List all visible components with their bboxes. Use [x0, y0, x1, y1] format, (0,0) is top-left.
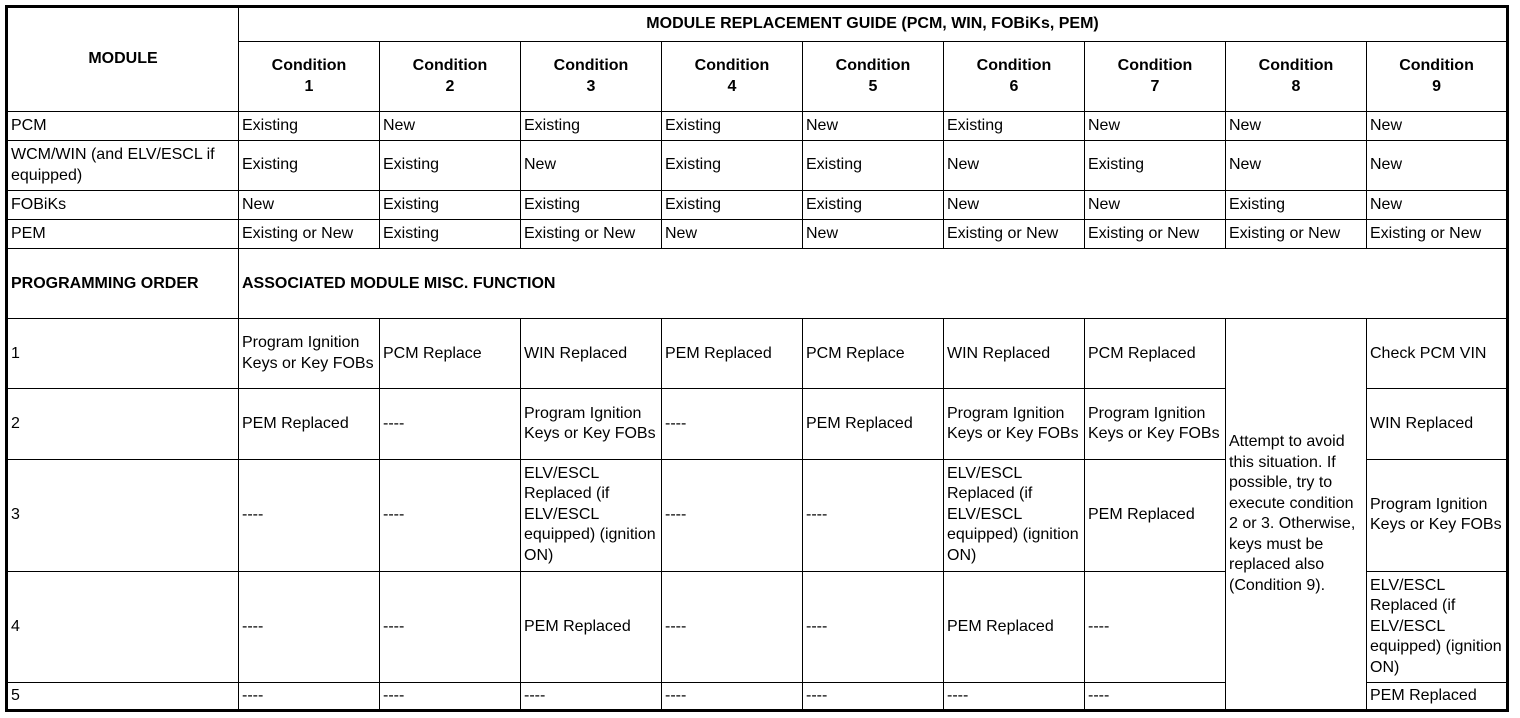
table-cell: Existing: [380, 191, 521, 220]
condition-header-2: Condition 2: [380, 42, 521, 112]
table-cell: PEM Replaced: [944, 571, 1085, 682]
table-cell: WIN Replaced: [944, 319, 1085, 389]
table-cell: Existing: [521, 112, 662, 141]
table-cell: ----: [380, 571, 521, 682]
module-row-wcm-win: [7, 141, 1508, 191]
table-cell: Existing: [662, 191, 803, 220]
row-label: 5: [7, 682, 239, 710]
condition-header-5: Condition 5: [803, 42, 944, 112]
table-cell: New: [803, 112, 944, 141]
table-cell: New: [521, 141, 662, 191]
module-row-pcm: [7, 112, 1508, 141]
table-cell: ----: [239, 459, 380, 571]
table-cell: New: [1085, 112, 1226, 141]
table-cell: ELV/ESCL Replaced (if ELV/ESCL equipped) (ignition ON): [944, 459, 1085, 571]
table-cell: New: [1367, 141, 1508, 191]
table-cell: PEM Replaced: [239, 389, 380, 459]
condition-8-note: Attempt to avoid this situation. If possible, try to execute condition 2 or 3. Otherwise, keys must be replaced also (Condition 9).: [1226, 319, 1367, 711]
table-cell: PCM Replace: [380, 319, 521, 389]
table-cell: Program Ignition Keys or Key FOBs: [1085, 389, 1226, 459]
table-cell: Existing or New: [1085, 220, 1226, 249]
table-cell: Existing: [662, 112, 803, 141]
table-cell: ----: [380, 682, 521, 710]
table-cell: ----: [239, 571, 380, 682]
table-cell: Existing: [521, 191, 662, 220]
table-cell: ----: [662, 389, 803, 459]
table-cell: WIN Replaced: [1367, 389, 1508, 459]
table-cell: PEM Replaced: [803, 389, 944, 459]
condition-header-9: Condition 9: [1367, 42, 1508, 112]
table-cell: ----: [662, 459, 803, 571]
function-title: ASSOCIATED MODULE MISC. FUNCTION: [239, 249, 1508, 319]
table-cell: Existing or New: [944, 220, 1085, 249]
table-cell: PEM Replaced: [662, 319, 803, 389]
table-cell: New: [944, 141, 1085, 191]
order-row-1: [7, 319, 1508, 389]
table-cell: ----: [662, 682, 803, 710]
table-cell: ----: [803, 682, 944, 710]
condition-header-4: Condition 4: [662, 42, 803, 112]
table-cell: Existing: [1226, 191, 1367, 220]
row-label: FOBiKs: [7, 191, 239, 220]
table-cell: Existing: [944, 112, 1085, 141]
table-cell: Existing: [239, 141, 380, 191]
programming-order-header-row: [7, 249, 1508, 319]
table-cell: Existing: [803, 141, 944, 191]
table-cell: Existing or New: [521, 220, 662, 249]
condition-header-6: Condition 6: [944, 42, 1085, 112]
table-cell: ----: [239, 682, 380, 710]
table-cell: ELV/ESCL Replaced (if ELV/ESCL equipped) (ignition ON): [1367, 571, 1508, 682]
row-label: PCM: [7, 112, 239, 141]
table-title: MODULE REPLACEMENT GUIDE (PCM, WIN, FOBiKs, PEM): [239, 7, 1508, 42]
module-row-fobiks: [7, 191, 1508, 220]
row-label: WCM/WIN (and ELV/ESCL if equipped): [7, 141, 239, 191]
table-cell: ----: [380, 459, 521, 571]
table-cell: Existing: [380, 141, 521, 191]
condition-header-1: Condition 1: [239, 42, 380, 112]
table-cell: WIN Replaced: [521, 319, 662, 389]
table-cell: Program Ignition Keys or Key FOBs: [521, 389, 662, 459]
table-cell: ----: [1085, 682, 1226, 710]
condition-header-8: Condition 8: [1226, 42, 1367, 112]
table-cell: Existing: [1085, 141, 1226, 191]
table-cell: Existing or New: [239, 220, 380, 249]
table-cell: New: [380, 112, 521, 141]
table-cell: New: [1367, 191, 1508, 220]
module-row-pem: [7, 220, 1508, 249]
table-cell: New: [239, 191, 380, 220]
table-cell: ----: [803, 571, 944, 682]
table-cell: New: [1367, 112, 1508, 141]
row-label: 4: [7, 571, 239, 682]
table-cell: PEM Replaced: [1367, 682, 1508, 710]
table-cell: Program Ignition Keys or Key FOBs: [944, 389, 1085, 459]
table-cell: Program Ignition Keys or Key FOBs: [1367, 459, 1508, 571]
table-cell: PCM Replace: [803, 319, 944, 389]
table-cell: New: [803, 220, 944, 249]
condition-header-3: Condition 3: [521, 42, 662, 112]
table-cell: Existing: [803, 191, 944, 220]
table-cell: Existing: [662, 141, 803, 191]
table-cell: New: [662, 220, 803, 249]
module-replacement-table: [5, 5, 1509, 712]
table-cell: Program Ignition Keys or Key FOBs: [239, 319, 380, 389]
table-cell: New: [1085, 191, 1226, 220]
table-cell: Existing: [380, 220, 521, 249]
module-column-header: MODULE: [7, 7, 239, 112]
table-cell: ----: [380, 389, 521, 459]
table-cell: New: [1226, 112, 1367, 141]
row-label: 2: [7, 389, 239, 459]
table-cell: PEM Replaced: [521, 571, 662, 682]
table-cell: ----: [944, 682, 1085, 710]
table-cell: ----: [803, 459, 944, 571]
table-cell: New: [944, 191, 1085, 220]
condition-header-7: Condition 7: [1085, 42, 1226, 112]
table-cell: Check PCM VIN: [1367, 319, 1508, 389]
table-cell: New: [1226, 141, 1367, 191]
table-cell: Existing or New: [1226, 220, 1367, 249]
table-cell: PCM Replaced: [1085, 319, 1226, 389]
table-cell: ----: [521, 682, 662, 710]
row-label: 3: [7, 459, 239, 571]
table-cell: ELV/ESCL Replaced (if ELV/ESCL equipped) (ignition ON): [521, 459, 662, 571]
programming-order-label: PROGRAMMING ORDER: [7, 249, 239, 319]
table-cell: Existing or New: [1367, 220, 1508, 249]
row-label: PEM: [7, 220, 239, 249]
table-cell: Existing: [239, 112, 380, 141]
table-cell: ----: [1085, 571, 1226, 682]
table-cell: PEM Replaced: [1085, 459, 1226, 571]
row-label: 1: [7, 319, 239, 389]
table-cell: ----: [662, 571, 803, 682]
